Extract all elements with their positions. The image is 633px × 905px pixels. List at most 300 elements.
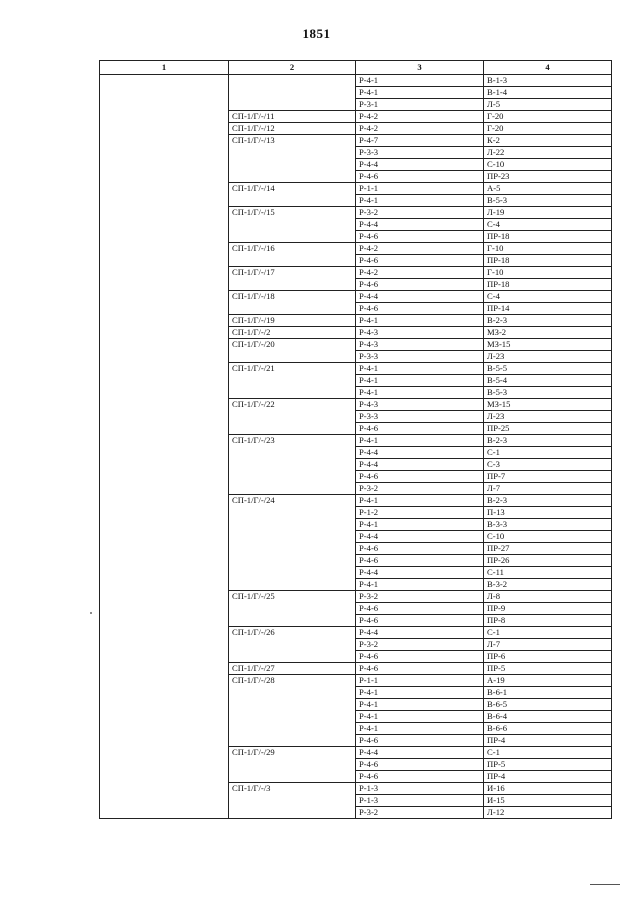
table-row	[100, 99, 612, 111]
cell-value: С-10	[484, 531, 612, 543]
cell-col1	[100, 99, 229, 111]
table-row	[100, 231, 612, 243]
cell-code: СП-1/Г/-/18	[229, 291, 356, 303]
cell-col1	[100, 267, 229, 279]
cell-col1	[100, 75, 229, 87]
cell-value: С-4	[484, 219, 612, 231]
cell-ref: Р-3-2	[356, 207, 484, 219]
cell-code	[229, 519, 356, 531]
cell-value: Г-20	[484, 111, 612, 123]
cell-col1	[100, 519, 229, 531]
table-row	[100, 411, 612, 423]
cell-ref: Р-4-3	[356, 339, 484, 351]
cell-ref: Р-4-1	[356, 723, 484, 735]
cell-value: С-1	[484, 747, 612, 759]
cell-value: С-10	[484, 159, 612, 171]
cell-value: ПР-9	[484, 603, 612, 615]
table-row	[100, 807, 612, 819]
cell-value: Л-12	[484, 807, 612, 819]
cell-code	[229, 567, 356, 579]
table-row	[100, 699, 612, 711]
cell-ref: Р-4-6	[356, 651, 484, 663]
cell-ref: Р-4-6	[356, 615, 484, 627]
table-row	[100, 171, 612, 183]
table-row	[100, 747, 612, 759]
cell-ref: Р-4-1	[356, 75, 484, 87]
cell-value: С-3	[484, 459, 612, 471]
cell-value: Л-22	[484, 147, 612, 159]
cell-code: СП-1/Г/-/28	[229, 675, 356, 687]
cell-code: СП-1/Г/-/12	[229, 123, 356, 135]
cell-code: СП-1/Г/-/13	[229, 135, 356, 147]
table-row	[100, 591, 612, 603]
table-row	[100, 567, 612, 579]
cell-col1	[100, 531, 229, 543]
table-header	[100, 61, 612, 75]
cell-col1	[100, 699, 229, 711]
cell-code	[229, 639, 356, 651]
cell-col1	[100, 711, 229, 723]
cell-col1	[100, 771, 229, 783]
cell-code	[229, 759, 356, 771]
cell-value: МЗ-2	[484, 327, 612, 339]
table-row	[100, 147, 612, 159]
cell-ref: Р-4-1	[356, 711, 484, 723]
column-header-4: 4	[484, 61, 612, 75]
cell-code	[229, 807, 356, 819]
cell-value: В-1-4	[484, 87, 612, 99]
cell-code	[229, 375, 356, 387]
cell-ref: Р-4-1	[356, 579, 484, 591]
cell-code	[229, 255, 356, 267]
cell-code	[229, 555, 356, 567]
table-row	[100, 291, 612, 303]
table-row	[100, 207, 612, 219]
cell-value: Г-20	[484, 123, 612, 135]
cell-value: С-1	[484, 627, 612, 639]
cell-code: СП-1/Г/-/27	[229, 663, 356, 675]
cell-ref: Р-4-6	[356, 423, 484, 435]
table-row	[100, 195, 612, 207]
table-row	[100, 687, 612, 699]
cell-code: СП-1/Г/-/11	[229, 111, 356, 123]
cell-code	[229, 603, 356, 615]
cell-code	[229, 651, 356, 663]
cell-col1	[100, 495, 229, 507]
cell-code: СП-1/Г/-/3	[229, 783, 356, 795]
cell-code: СП-1/Г/-/2	[229, 327, 356, 339]
cell-value: ПР-27	[484, 543, 612, 555]
cell-value: ПР-4	[484, 771, 612, 783]
cell-code	[229, 195, 356, 207]
table-row	[100, 723, 612, 735]
column-header-1: 1	[100, 61, 229, 75]
cell-col1	[100, 171, 229, 183]
table-row	[100, 375, 612, 387]
table-row	[100, 363, 612, 375]
cell-value: С-1	[484, 447, 612, 459]
cell-value: ПР-18	[484, 231, 612, 243]
table-row	[100, 183, 612, 195]
cell-ref: Р-1-2	[356, 507, 484, 519]
table-row	[100, 483, 612, 495]
cell-ref: Р-4-1	[356, 687, 484, 699]
cell-value: ПР-18	[484, 255, 612, 267]
cell-col1	[100, 123, 229, 135]
cell-code: СП-1/Г/-/29	[229, 747, 356, 759]
cell-code	[229, 459, 356, 471]
table-row	[100, 735, 612, 747]
cell-value: Л-7	[484, 483, 612, 495]
cell-value: ПР-23	[484, 171, 612, 183]
cell-ref: Р-3-2	[356, 591, 484, 603]
table-row	[100, 399, 612, 411]
cell-ref: Р-4-6	[356, 735, 484, 747]
cell-col1	[100, 651, 229, 663]
table-row	[100, 447, 612, 459]
cell-col1	[100, 675, 229, 687]
cell-col1	[100, 615, 229, 627]
cell-col1	[100, 627, 229, 639]
cell-code	[229, 687, 356, 699]
cell-code	[229, 159, 356, 171]
table-row	[100, 75, 612, 87]
cell-code	[229, 219, 356, 231]
cell-col1	[100, 591, 229, 603]
cell-ref: Р-4-3	[356, 399, 484, 411]
cell-ref: Р-3-1	[356, 99, 484, 111]
cell-col1	[100, 183, 229, 195]
table-row	[100, 519, 612, 531]
cell-value: Л-23	[484, 411, 612, 423]
cell-code	[229, 615, 356, 627]
cell-col1	[100, 219, 229, 231]
cell-col1	[100, 363, 229, 375]
header-row	[100, 61, 612, 75]
column-header-3: 3	[356, 61, 484, 75]
cell-ref: Р-4-1	[356, 387, 484, 399]
cell-code: СП-1/Г/-/21	[229, 363, 356, 375]
cell-code	[229, 795, 356, 807]
cell-value: В-6-6	[484, 723, 612, 735]
cell-value: В-5-3	[484, 195, 612, 207]
cell-code	[229, 231, 356, 243]
cell-ref: Р-4-6	[356, 255, 484, 267]
cell-code	[229, 171, 356, 183]
cell-ref: Р-4-6	[356, 555, 484, 567]
cell-value: Л-23	[484, 351, 612, 363]
table-row	[100, 279, 612, 291]
cell-col1	[100, 723, 229, 735]
table-row	[100, 471, 612, 483]
cell-col1	[100, 159, 229, 171]
cell-code	[229, 447, 356, 459]
cell-ref: Р-4-7	[356, 135, 484, 147]
cell-code	[229, 147, 356, 159]
cell-code	[229, 423, 356, 435]
table-row	[100, 663, 612, 675]
cell-value: ПР-8	[484, 615, 612, 627]
cell-col1	[100, 339, 229, 351]
table-row	[100, 507, 612, 519]
cell-ref: Р-4-1	[356, 363, 484, 375]
cell-value: ПР-14	[484, 303, 612, 315]
cell-value: В-1-3	[484, 75, 612, 87]
table-row	[100, 459, 612, 471]
cell-ref: Р-4-4	[356, 459, 484, 471]
cell-value: В-2-3	[484, 315, 612, 327]
table-row	[100, 387, 612, 399]
cell-code: СП-1/Г/-/24	[229, 495, 356, 507]
cell-ref: Р-4-1	[356, 195, 484, 207]
cell-ref: Р-4-1	[356, 315, 484, 327]
footer-rule	[590, 884, 620, 885]
table-row	[100, 243, 612, 255]
cell-col1	[100, 231, 229, 243]
cell-col1	[100, 111, 229, 123]
table-row	[100, 579, 612, 591]
cell-value: МЗ-15	[484, 399, 612, 411]
cell-ref: Р-4-4	[356, 159, 484, 171]
cell-col1	[100, 375, 229, 387]
cell-col1	[100, 423, 229, 435]
cell-col1	[100, 795, 229, 807]
cell-value: В-2-3	[484, 495, 612, 507]
cell-code: СП-1/Г/-/20	[229, 339, 356, 351]
table-row	[100, 351, 612, 363]
cell-ref: Р-4-4	[356, 567, 484, 579]
cell-code	[229, 531, 356, 543]
cell-value: А-5	[484, 183, 612, 195]
cell-ref: Р-4-6	[356, 663, 484, 675]
cell-ref: Р-3-3	[356, 147, 484, 159]
table-row	[100, 627, 612, 639]
cell-col1	[100, 459, 229, 471]
cell-value: В-6-5	[484, 699, 612, 711]
cell-col1	[100, 783, 229, 795]
margin-mark	[90, 612, 92, 614]
table-row	[100, 159, 612, 171]
cell-col1	[100, 639, 229, 651]
cell-value: ПР-25	[484, 423, 612, 435]
table-row	[100, 783, 612, 795]
cell-ref: Р-4-2	[356, 267, 484, 279]
cell-col1	[100, 483, 229, 495]
table-row	[100, 255, 612, 267]
table-row	[100, 87, 612, 99]
cell-ref: Р-1-1	[356, 675, 484, 687]
cell-code	[229, 579, 356, 591]
cell-col1	[100, 147, 229, 159]
cell-code	[229, 87, 356, 99]
cell-col1	[100, 807, 229, 819]
cell-col1	[100, 663, 229, 675]
cell-ref: Р-4-6	[356, 171, 484, 183]
cell-col1	[100, 735, 229, 747]
cell-ref: Р-4-6	[356, 543, 484, 555]
cell-value: К-2	[484, 135, 612, 147]
cell-col1	[100, 411, 229, 423]
cell-code	[229, 735, 356, 747]
cell-ref: Р-4-1	[356, 87, 484, 99]
cell-value: Г-10	[484, 243, 612, 255]
cell-ref: Р-3-2	[356, 483, 484, 495]
table-row	[100, 675, 612, 687]
cell-code: СП-1/Г/-/25	[229, 591, 356, 603]
table-row	[100, 123, 612, 135]
table-row	[100, 603, 612, 615]
cell-ref: Р-4-4	[356, 291, 484, 303]
page-number: 1851	[302, 26, 331, 41]
cell-col1	[100, 435, 229, 447]
cell-col1	[100, 279, 229, 291]
cell-col1	[100, 387, 229, 399]
cell-code: СП-1/Г/-/23	[229, 435, 356, 447]
table-row	[100, 543, 612, 555]
cell-code	[229, 771, 356, 783]
table-row	[100, 615, 612, 627]
cell-ref: Р-4-1	[356, 519, 484, 531]
cell-col1	[100, 747, 229, 759]
cell-ref: Р-4-4	[356, 531, 484, 543]
cell-value: В-3-2	[484, 579, 612, 591]
cell-value: П-13	[484, 507, 612, 519]
cell-code	[229, 711, 356, 723]
cell-col1	[100, 555, 229, 567]
cell-code	[229, 303, 356, 315]
cell-col1	[100, 135, 229, 147]
cell-col1	[100, 687, 229, 699]
cell-code	[229, 99, 356, 111]
cell-value: В-5-4	[484, 375, 612, 387]
cell-col1	[100, 567, 229, 579]
cell-col1	[100, 87, 229, 99]
cell-value: ПР-5	[484, 663, 612, 675]
cell-ref: Р-3-2	[356, 639, 484, 651]
cell-ref: Р-4-1	[356, 435, 484, 447]
cell-col1	[100, 207, 229, 219]
cell-code	[229, 723, 356, 735]
cell-code	[229, 279, 356, 291]
cell-code: СП-1/Г/-/22	[229, 399, 356, 411]
column-header-2: 2	[229, 61, 356, 75]
cell-col1	[100, 351, 229, 363]
cell-col1	[100, 603, 229, 615]
cell-ref: Р-1-3	[356, 795, 484, 807]
cell-code: СП-1/Г/-/26	[229, 627, 356, 639]
cell-value: И-16	[484, 783, 612, 795]
cell-code: СП-1/Г/-/15	[229, 207, 356, 219]
cell-col1	[100, 303, 229, 315]
table-row	[100, 315, 612, 327]
cell-ref: Р-4-1	[356, 495, 484, 507]
cell-code	[229, 351, 356, 363]
cell-ref: Р-4-4	[356, 747, 484, 759]
cell-value: МЗ-15	[484, 339, 612, 351]
data-table	[99, 60, 612, 819]
cell-value: В-5-3	[484, 387, 612, 399]
cell-ref: Р-4-2	[356, 243, 484, 255]
cell-value: А-19	[484, 675, 612, 687]
table-row	[100, 651, 612, 663]
cell-code: СП-1/Г/-/19	[229, 315, 356, 327]
table-row	[100, 639, 612, 651]
table-row	[100, 135, 612, 147]
table-row	[100, 531, 612, 543]
cell-value: Л-8	[484, 591, 612, 603]
cell-ref: Р-4-6	[356, 231, 484, 243]
cell-value: Л-7	[484, 639, 612, 651]
cell-value: В-3-3	[484, 519, 612, 531]
cell-ref: Р-4-1	[356, 699, 484, 711]
table-row	[100, 111, 612, 123]
cell-value: В-6-1	[484, 687, 612, 699]
cell-code	[229, 699, 356, 711]
cell-value: ПР-18	[484, 279, 612, 291]
cell-code: СП-1/Г/-/17	[229, 267, 356, 279]
cell-col1	[100, 255, 229, 267]
cell-ref: Р-4-6	[356, 759, 484, 771]
cell-col1	[100, 243, 229, 255]
cell-code: СП-1/Г/-/14	[229, 183, 356, 195]
table-row	[100, 423, 612, 435]
cell-code	[229, 471, 356, 483]
cell-value: ПР-4	[484, 735, 612, 747]
cell-code	[229, 507, 356, 519]
cell-ref: Р-3-3	[356, 411, 484, 423]
cell-ref: Р-4-4	[356, 447, 484, 459]
cell-value: ПР-26	[484, 555, 612, 567]
cell-col1	[100, 507, 229, 519]
cell-code: СП-1/Г/-/16	[229, 243, 356, 255]
cell-value: ПР-5	[484, 759, 612, 771]
cell-value: Л-19	[484, 207, 612, 219]
cell-value: Л-5	[484, 99, 612, 111]
cell-value: С-11	[484, 567, 612, 579]
cell-ref: Р-4-3	[356, 327, 484, 339]
cell-col1	[100, 447, 229, 459]
cell-ref: Р-4-4	[356, 627, 484, 639]
cell-value: ПР-6	[484, 651, 612, 663]
cell-col1	[100, 315, 229, 327]
cell-ref: Р-4-6	[356, 279, 484, 291]
table-row	[100, 327, 612, 339]
cell-col1	[100, 327, 229, 339]
cell-col1	[100, 399, 229, 411]
cell-col1	[100, 471, 229, 483]
cell-ref: Р-4-6	[356, 303, 484, 315]
cell-ref: Р-4-6	[356, 771, 484, 783]
cell-value: В-6-4	[484, 711, 612, 723]
cell-ref: Р-3-3	[356, 351, 484, 363]
cell-ref: Р-4-1	[356, 375, 484, 387]
table-body	[100, 75, 612, 819]
table-row	[100, 711, 612, 723]
table-row	[100, 771, 612, 783]
table-row	[100, 435, 612, 447]
cell-value: В-5-5	[484, 363, 612, 375]
cell-code	[229, 543, 356, 555]
table-row	[100, 339, 612, 351]
cell-col1	[100, 543, 229, 555]
table-row	[100, 219, 612, 231]
cell-ref: Р-1-1	[356, 183, 484, 195]
cell-ref: Р-4-2	[356, 111, 484, 123]
cell-value: ПР-7	[484, 471, 612, 483]
table-row	[100, 555, 612, 567]
table-row	[100, 795, 612, 807]
table-row	[100, 759, 612, 771]
